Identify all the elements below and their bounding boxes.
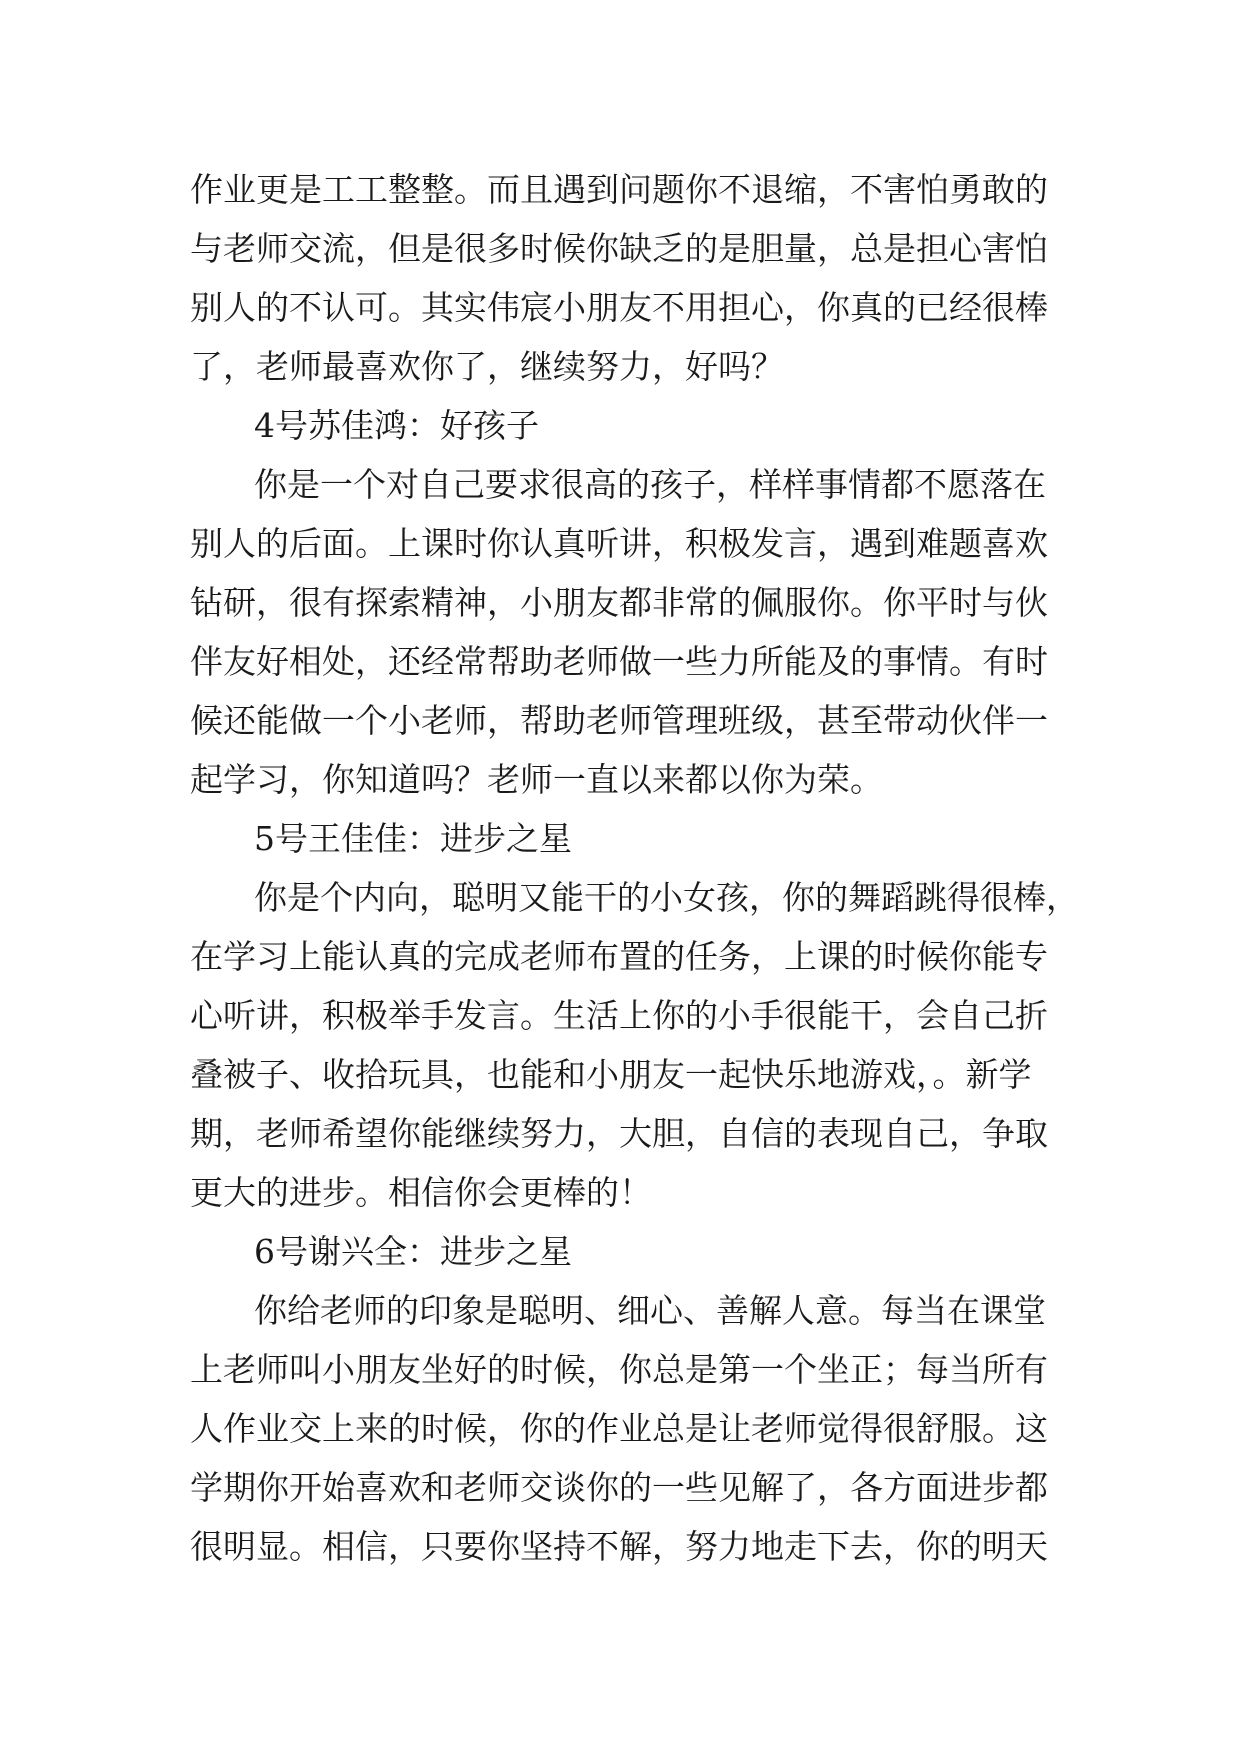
text-line: 作业更是工工整整。而且遇到问题你不退缩，不害怕勇敢的 — [190, 170, 1048, 209]
text-line: 候还能做一个小老师，帮助老师管理班级，甚至带动伙伴一 — [190, 701, 1048, 740]
text-line: 别人的不认可。其实伟宸小朋友不用担心，你真的已经很棒 — [190, 288, 1048, 327]
text-line: 别人的后面。上课时你认真听讲，积极发言，遇到难题喜欢 — [190, 524, 1048, 563]
student-heading: 5号王佳佳：进步之星 — [254, 819, 572, 858]
document-body — [190, 160, 1079, 1576]
text-line: 更大的进步。相信你会更棒的！ — [190, 1173, 652, 1212]
text-line: 与老师交流，但是很多时候你缺乏的是胆量，总是担心害怕 — [190, 229, 1048, 268]
paragraph-first-line: 你给老师的印象是聪明、细心、善解人意。每当在课堂 — [254, 1291, 1046, 1330]
text-line: 人作业交上来的时候，你的作业总是让老师觉得很舒服。这 — [190, 1409, 1048, 1448]
text-line: 在学习上能认真的完成老师布置的任务，上课的时候你能专 — [190, 937, 1048, 976]
paragraph-first-line: 你是一个对自己要求很高的孩子，样样事情都不愿落在 — [254, 465, 1046, 504]
student-heading: 6号谢兴全：进步之星 — [254, 1232, 572, 1271]
text-line: 伴友好相处，还经常帮助老师做一些力所能及的事情。有时 — [190, 642, 1048, 681]
text-line: 叠被子、收拾玩具，也能和小朋友一起快乐地游戏，。新学 — [190, 1055, 1032, 1094]
text-line: 学期你开始喜欢和老师交谈你的一些见解了，各方面进步都 — [190, 1468, 1048, 1507]
text-line: 钻研，很有探索精神，小朋友都非常的佩服你。你平时与伙 — [190, 583, 1048, 622]
paragraph-first-line: 你是个内向，聪明又能干的小女孩，你的舞蹈跳得很棒， — [254, 878, 1079, 917]
text-line: 起学习，你知道吗？老师一直以来都以你为荣。 — [190, 760, 883, 799]
text-line: 上老师叫小朋友坐好的时候，你总是第一个坐正；每当所有 — [190, 1350, 1048, 1389]
text-line: 很明显。相信，只要你坚持不解，努力地走下去，你的明天 — [190, 1527, 1048, 1566]
text-line: 了，老师最喜欢你了，继续努力，好吗？ — [190, 347, 784, 386]
text-line: 期，老师希望你能继续努力，大胆，自信的表现自己，争取 — [190, 1114, 1048, 1153]
student-heading: 4号苏佳鸿：好孩子 — [254, 406, 539, 445]
text-line: 心听讲，积极举手发言。生活上你的小手很能干，会自己折 — [190, 996, 1048, 1035]
